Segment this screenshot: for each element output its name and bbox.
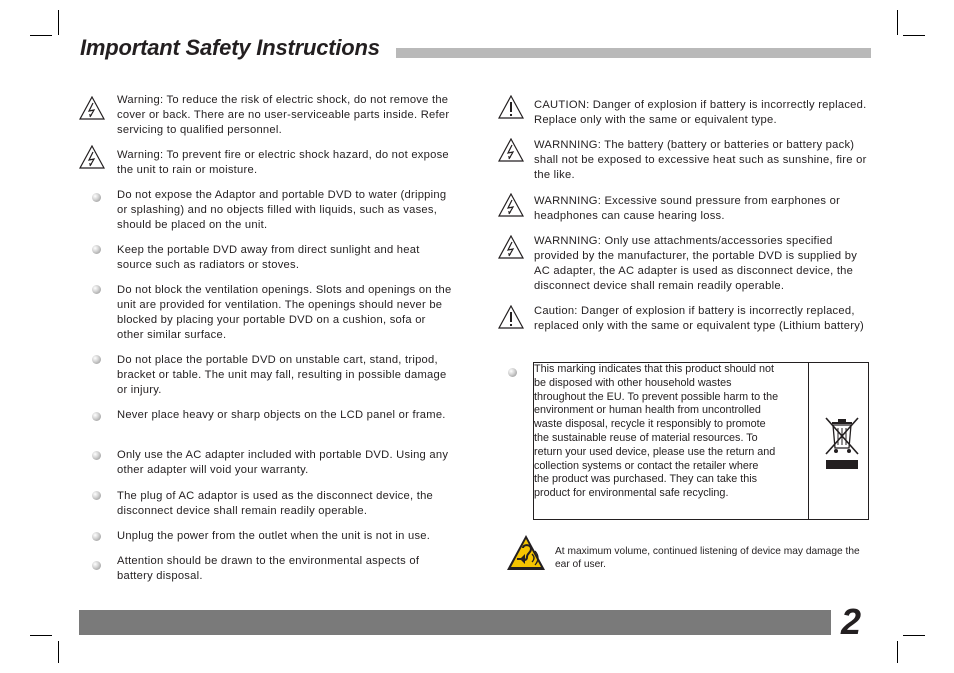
item-text: Warning: To reduce the risk of electric shock, do not remove the cover or back. There are no user-serviceable parts inside. Refer servicing to qualified personnel.: [117, 94, 450, 136]
shock-warning-icon: [79, 145, 105, 169]
item-text: Do not expose the Adaptor and portable DVD to water (dripping or splashing) and no objects filled with liquids, such as vases, should be placed on the unit.: [117, 189, 447, 231]
bullet-icon: [508, 368, 517, 377]
safety-item: [117, 529, 452, 544]
weee-line: waste disposal, recycle it responsibly to promote: [534, 418, 766, 431]
crop-mark: [897, 641, 898, 663]
caution-item: [534, 98, 869, 128]
crop-mark: [58, 641, 59, 663]
shock-warning-icon: [498, 193, 524, 217]
weee-divider: [808, 362, 809, 520]
safety-item: [117, 448, 452, 478]
item-text: Only use the AC adapter included with portable DVD. Using any other adapter will void your warranty.: [117, 449, 449, 476]
weee-line: environment or human health from uncontrolled: [534, 404, 761, 417]
crossed-out-wheelie-bin-icon: [822, 414, 862, 472]
warning-item: [117, 148, 452, 178]
bullet-icon: [92, 561, 101, 570]
item-text: Warning: To prevent fire or electric shock hazard, do not expose the unit to rain or moisture.: [117, 149, 449, 176]
page-title: Important Safety Instructions: [80, 35, 380, 60]
crop-mark: [897, 10, 898, 35]
safety-item: [117, 554, 452, 584]
caution-exclamation-icon: [498, 95, 524, 119]
warning-item: [117, 93, 452, 138]
item-text: Never place heavy or sharp objects on the LCD panel or frame.: [117, 409, 446, 421]
safety-item: [117, 243, 452, 273]
bullet-icon: [92, 532, 101, 541]
hearing-damage-warning-icon: [506, 534, 546, 571]
safety-item: [117, 353, 452, 398]
crop-mark: [30, 35, 52, 36]
crop-mark: [903, 35, 925, 36]
item-text: WARNNING: Excessive sound pressure from earphones or headphones can cause hearing loss.: [534, 195, 841, 222]
item-text: Keep the portable DVD away from direct sunlight and heat source such as radiators or stoves.: [117, 244, 420, 271]
bullet-icon: [92, 193, 101, 202]
crop-mark: [30, 635, 52, 636]
safety-item: [117, 283, 452, 343]
bullet-icon: [92, 491, 101, 500]
bullet-icon: [92, 451, 101, 460]
bullet-icon: [92, 245, 101, 254]
item-text: Do not block the ventilation openings. Slots and openings on the unit are provided for ventilation. The openings should never be blocked by placing your portable DVD on a cushion, sofa or other similar surface.: [117, 284, 452, 341]
bullet-icon: [92, 412, 101, 421]
caution-exclamation-icon: [498, 305, 524, 329]
weee-line: the product was purchased. They can take this: [534, 473, 758, 486]
page-number: 2: [841, 601, 862, 642]
item-text: Unplug the power from the outlet when the unit is not in use.: [117, 530, 431, 542]
footer-bar: [79, 610, 831, 635]
item-text: The plug of AC adaptor is used as the disconnect device, the disconnect device shall remain readily operable.: [117, 490, 434, 517]
item-text: Attention should be drawn to the environmental aspects of battery disposal.: [117, 555, 420, 582]
crop-mark: [903, 635, 925, 636]
shock-warning-icon: [498, 235, 524, 259]
shock-warning-icon: [79, 96, 105, 120]
item-text: WARNNING: The battery (battery or batteries or battery pack) shall not be exposed to excessive heat such as sunshine, fire or the like.: [534, 139, 867, 181]
weee-notice-text: [534, 363, 808, 501]
item-text: CAUTION: Danger of explosion if battery is incorrectly replaced. Replace only with the same or equivalent type.: [534, 99, 867, 126]
warning-item: [534, 138, 869, 183]
caution-item: [534, 304, 869, 334]
crop-mark: [58, 10, 59, 35]
hearing-warning-text: At maximum volume, continued listening of device may damage the ear of user.: [555, 546, 860, 570]
title-underline-bar: [396, 48, 871, 58]
safety-item: [117, 408, 452, 423]
shock-warning-icon: [498, 138, 524, 162]
weee-line: be disposed with other household wastes: [534, 376, 732, 389]
weee-line: the sustainable reuse of material resources. To: [534, 431, 758, 444]
bullet-icon: [92, 355, 101, 364]
weee-line: throughout the EU. To prevent possible harm to the: [534, 390, 779, 403]
weee-line: return your used device, please use the return and: [534, 445, 776, 458]
item-text: Caution: Danger of explosion if battery is incorrectly replaced, replaced only with the same or equivalent type (Lithium battery): [534, 305, 865, 332]
item-text: Do not place the portable DVD on unstable cart, stand, tripod, bracket or table. The unit may fall, resulting in possible damage or injury.: [117, 354, 447, 396]
weee-line: collection systems or contact the retailer where: [534, 459, 759, 472]
weee-line: product for environmental safe recycling.: [534, 487, 729, 500]
weee-line: This marking indicates that this product should not: [534, 363, 775, 375]
safety-item: [117, 188, 452, 233]
warning-item: [534, 194, 869, 224]
bullet-icon: [92, 285, 101, 294]
warning-item: [534, 234, 869, 294]
item-text: WARNNING: Only use attachments/accessories specified provided by the manufacturer, the portable DVD is supplied by AC adapter, the AC adapter is used as disconnect device, the disconnect device shall remain readily operable.: [534, 235, 858, 292]
safety-item: [117, 489, 452, 519]
